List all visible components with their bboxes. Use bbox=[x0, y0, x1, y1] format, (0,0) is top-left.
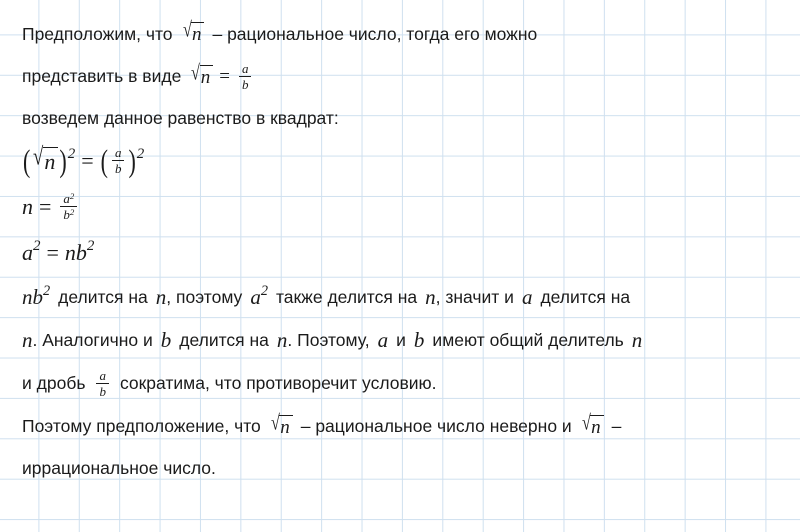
math-n-equals-a2-over-b2 bbox=[22, 192, 80, 221]
denominator-b-squared bbox=[60, 206, 77, 221]
radicand-n: n bbox=[279, 415, 293, 439]
math-sqrt-n-squared-equals bbox=[22, 141, 145, 179]
variable-a: a bbox=[63, 191, 70, 206]
exponent-two: 2 bbox=[69, 207, 75, 218]
variable-a: a bbox=[377, 328, 389, 353]
variable-a: a bbox=[521, 285, 533, 310]
proof-line-3 bbox=[22, 99, 790, 137]
fraction-a-over-b bbox=[239, 62, 252, 91]
text-therefore: , поэтому bbox=[166, 287, 243, 308]
exponent-two: 2 bbox=[43, 283, 51, 300]
proof-line-10 bbox=[22, 405, 790, 448]
text-represent: представить в виде bbox=[22, 66, 182, 87]
proof-line-11 bbox=[22, 448, 790, 488]
math-nb2 bbox=[22, 283, 51, 310]
variable-b: b bbox=[32, 285, 43, 310]
equals-sign: = bbox=[81, 147, 94, 173]
math-n-4 bbox=[277, 329, 288, 351]
variable-a: a bbox=[22, 239, 33, 265]
math-b-1 bbox=[161, 329, 172, 351]
math-sqrt-n-3 bbox=[580, 411, 604, 439]
radicand-n: n bbox=[200, 65, 214, 89]
exponent-two: 2 bbox=[33, 237, 41, 254]
text-dash: – bbox=[611, 416, 622, 437]
variable-n: n bbox=[155, 285, 167, 310]
paren-close: ) bbox=[128, 142, 136, 179]
proof-line-9 bbox=[22, 362, 790, 405]
text-irrational: иррациональное число. bbox=[22, 457, 216, 478]
exponent-two: 2 bbox=[69, 191, 75, 202]
text-rational-then: – рациональное число, тогда его можно bbox=[212, 23, 538, 44]
text-also-divisible: также делится на bbox=[275, 287, 418, 308]
numerator-a-squared bbox=[60, 192, 77, 206]
math-fraction-a-over-b-2 bbox=[93, 369, 112, 398]
radicand-n: n bbox=[590, 415, 604, 439]
numerator-a: a bbox=[241, 61, 249, 76]
proof-content bbox=[22, 14, 790, 488]
math-a-1 bbox=[522, 286, 533, 308]
exponent-two: 2 bbox=[86, 237, 95, 254]
paren-open: ( bbox=[100, 142, 108, 179]
proof-line-7 bbox=[22, 276, 790, 319]
variable-n: n bbox=[22, 193, 33, 219]
proof-line-1 bbox=[22, 14, 790, 54]
proof-line-5 bbox=[22, 184, 790, 229]
fraction-a-over-b bbox=[112, 146, 125, 175]
radicand-n: n bbox=[191, 22, 205, 46]
denominator-b: b bbox=[239, 76, 252, 91]
variable-a: a bbox=[250, 285, 261, 310]
text-reducible: сократима, что противоречит условию. bbox=[119, 373, 437, 394]
math-n-1 bbox=[156, 286, 167, 308]
variable-b: b bbox=[75, 239, 87, 265]
exponent-two: 2 bbox=[260, 283, 268, 300]
math-sqrt-n-2 bbox=[269, 411, 293, 439]
text-suppose: Предположим, что bbox=[22, 23, 173, 44]
paren-close: ) bbox=[59, 142, 67, 179]
math-a-2 bbox=[378, 329, 389, 351]
radical-sign: √ bbox=[270, 411, 280, 435]
radicand-n: n bbox=[43, 147, 58, 174]
numerator-a: a bbox=[99, 368, 106, 383]
math-sqrt-n-equals-a-over-b bbox=[189, 62, 254, 91]
variable-b: b bbox=[63, 207, 70, 222]
text-and-fraction: и дробь bbox=[22, 373, 86, 394]
equals-sign: = bbox=[39, 193, 52, 219]
text-means-and: , значит и bbox=[435, 287, 514, 308]
variable-n: n bbox=[425, 285, 436, 310]
variable-n: n bbox=[276, 328, 288, 353]
text-divisible-by: делится на bbox=[58, 287, 148, 308]
variable-b: b bbox=[413, 328, 425, 353]
radical-sign: √ bbox=[581, 411, 591, 435]
denominator-b: b bbox=[96, 383, 109, 398]
fraction-a2-over-b2 bbox=[60, 192, 77, 221]
variable-n: n bbox=[631, 328, 643, 353]
radical-sign: √ bbox=[191, 61, 201, 85]
proof-line-2 bbox=[22, 54, 790, 99]
equals-sign: = bbox=[219, 65, 230, 87]
text-rational-wrong: – рациональное число неверно и bbox=[300, 416, 572, 437]
exponent-two: 2 bbox=[136, 145, 145, 162]
text-divisible-by-3: делится на bbox=[179, 330, 269, 351]
text-divisible-by-2: делится на bbox=[540, 287, 631, 308]
text-and: и bbox=[396, 330, 406, 351]
variable-n: n bbox=[64, 239, 76, 265]
proof-line-4 bbox=[22, 137, 790, 184]
math-sqrt-n-1 bbox=[181, 18, 205, 46]
variable-b: b bbox=[160, 328, 172, 353]
paren-open: ( bbox=[23, 142, 31, 179]
proof-line-6 bbox=[22, 229, 790, 276]
math-b-2 bbox=[414, 329, 425, 351]
math-n-5 bbox=[632, 329, 643, 351]
radical-sign: √ bbox=[33, 141, 44, 170]
variable-n: n bbox=[22, 285, 33, 310]
radical-sign: √ bbox=[182, 18, 192, 43]
text-common-divisor: имеют общий делитель bbox=[432, 330, 624, 351]
equals-sign: = bbox=[46, 239, 59, 265]
math-n-3 bbox=[22, 329, 33, 351]
text-similarly: . Аналогично и bbox=[32, 330, 153, 351]
proof-line-8 bbox=[22, 319, 790, 362]
text-square-both: возведем данное равенство в квадрат: bbox=[22, 107, 339, 128]
exponent-two: 2 bbox=[67, 145, 76, 162]
text-therefore-assumption: Поэтому предположение, что bbox=[22, 416, 261, 437]
variable-n: n bbox=[22, 328, 33, 353]
math-a2-equals-nb2 bbox=[22, 237, 95, 265]
numerator-a: a bbox=[114, 145, 122, 160]
math-a2 bbox=[250, 283, 268, 310]
fraction-a-over-b bbox=[96, 369, 109, 398]
text-therefore-2: . Поэтому, bbox=[287, 330, 370, 351]
denominator-b: b bbox=[112, 160, 125, 175]
math-n-2 bbox=[425, 286, 436, 308]
